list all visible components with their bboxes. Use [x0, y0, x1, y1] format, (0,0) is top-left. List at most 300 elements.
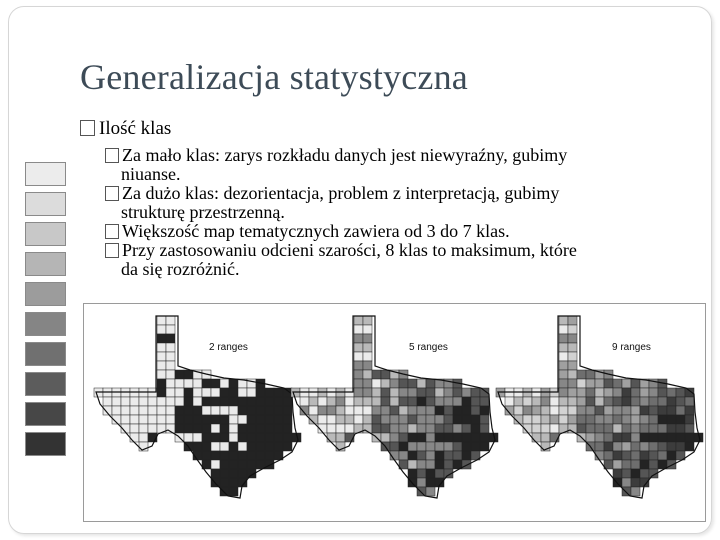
- county-cell: [211, 451, 220, 460]
- county-cell: [130, 433, 139, 442]
- county-cell: [462, 451, 471, 460]
- county-cell: [354, 343, 363, 352]
- county-cell: [247, 433, 256, 442]
- county-cell: [685, 442, 694, 451]
- county-cell: [247, 442, 256, 451]
- county-cell: [622, 433, 631, 442]
- sub-bullet-line: Większość map tematycznych zawiera od 3 do 7 klas.: [122, 221, 510, 241]
- county-cell: [363, 370, 372, 379]
- county-cell: [649, 415, 658, 424]
- county-cell: [220, 406, 229, 415]
- county-cell: [247, 424, 256, 433]
- county-cell: [559, 334, 568, 343]
- county-cell: [220, 442, 229, 451]
- county-cell: [550, 424, 559, 433]
- county-cell: [103, 397, 112, 406]
- county-cell: [640, 460, 649, 469]
- county-cell: [444, 406, 453, 415]
- county-cell: [426, 388, 435, 397]
- county-cell: [274, 415, 283, 424]
- county-cell: [408, 469, 417, 478]
- grayscale-swatch: [25, 342, 66, 366]
- bullet-box-icon: [105, 148, 119, 163]
- county-cell: [480, 406, 489, 415]
- bullet-box-icon: [105, 243, 119, 258]
- county-cell: [676, 424, 685, 433]
- grayscale-swatch: [25, 162, 66, 186]
- county-cell: [121, 406, 130, 415]
- county-cell: [175, 379, 184, 388]
- county-cell: [220, 424, 229, 433]
- county-cell: [462, 388, 471, 397]
- county-cell: [229, 469, 238, 478]
- county-cell: [354, 406, 363, 415]
- county-cell: [345, 424, 354, 433]
- county-cell: [256, 406, 265, 415]
- county-cell: [532, 406, 541, 415]
- county-cell: [193, 415, 202, 424]
- county-cell: [390, 397, 399, 406]
- county-cell: [444, 451, 453, 460]
- county-cell: [166, 370, 175, 379]
- county-cell: [426, 433, 435, 442]
- county-cell: [229, 478, 238, 487]
- county-cell: [238, 433, 247, 442]
- county-cell: [408, 451, 417, 460]
- county-cell: [649, 397, 658, 406]
- county-cell: [649, 460, 658, 469]
- county-cell: [184, 424, 193, 433]
- sub-bullet: [105, 222, 705, 241]
- county-cell: [265, 397, 274, 406]
- county-cell: [577, 397, 586, 406]
- county-cell: [148, 424, 157, 433]
- county-cell: [604, 388, 613, 397]
- county-cell: [541, 397, 550, 406]
- county-cell: [640, 406, 649, 415]
- grayscale-swatch: [25, 222, 66, 246]
- county-cell: [417, 433, 426, 442]
- county-cell: [426, 460, 435, 469]
- county-cell: [462, 406, 471, 415]
- county-cell: [568, 370, 577, 379]
- county-cell: [676, 442, 685, 451]
- county-cell: [408, 433, 417, 442]
- county-cell: [381, 406, 390, 415]
- county-cell: [559, 379, 568, 388]
- main-bullet-text: Ilość klas: [99, 118, 172, 139]
- county-cell: [631, 451, 640, 460]
- county-cell: [354, 379, 363, 388]
- county-cell: [175, 388, 184, 397]
- county-cell: [417, 415, 426, 424]
- county-cell: [130, 406, 139, 415]
- county-cell: [532, 424, 541, 433]
- county-cell: [390, 442, 399, 451]
- county-cell: [184, 388, 193, 397]
- county-cell: [193, 433, 202, 442]
- county-cell: [327, 433, 336, 442]
- county-cell: [685, 415, 694, 424]
- county-cell: [354, 388, 363, 397]
- county-cell: [676, 415, 685, 424]
- county-cell: [363, 415, 372, 424]
- county-cell: [426, 469, 435, 478]
- county-cell: [390, 415, 399, 424]
- county-cell: [568, 361, 577, 370]
- county-cell: [667, 424, 676, 433]
- county-cell: [184, 370, 193, 379]
- county-cell: [523, 406, 532, 415]
- county-cell: [471, 406, 480, 415]
- county-cell: [604, 406, 613, 415]
- county-cell: [202, 424, 211, 433]
- county-cell: [256, 415, 265, 424]
- county-cell: [390, 424, 399, 433]
- county-cell: [435, 433, 444, 442]
- county-cell: [363, 316, 372, 325]
- county-cell: [139, 424, 148, 433]
- county-cell: [631, 442, 640, 451]
- county-cell: [613, 451, 622, 460]
- grayscale-swatch: [25, 402, 66, 426]
- county-cell: [453, 424, 462, 433]
- county-cell: [444, 424, 453, 433]
- county-cell: [157, 343, 166, 352]
- county-cell: [471, 424, 480, 433]
- county-cell: [381, 388, 390, 397]
- county-cell: [559, 406, 568, 415]
- county-cell: [586, 379, 595, 388]
- county-cell: [390, 433, 399, 442]
- county-cell: [453, 388, 462, 397]
- county-cell: [148, 397, 157, 406]
- county-cell: [211, 433, 220, 442]
- county-cell: [265, 460, 274, 469]
- county-cell: [166, 406, 175, 415]
- county-cell: [453, 433, 462, 442]
- county-cell: [444, 397, 453, 406]
- county-cell: [568, 343, 577, 352]
- county-cell: [184, 397, 193, 406]
- county-cell: [622, 460, 631, 469]
- county-cell: [238, 469, 247, 478]
- county-cell: [327, 397, 336, 406]
- county-cell: [399, 406, 408, 415]
- county-cell: [595, 415, 604, 424]
- county-cell: [238, 397, 247, 406]
- county-cell: [631, 406, 640, 415]
- county-cell: [211, 397, 220, 406]
- county-cell: [121, 397, 130, 406]
- county-cell: [363, 406, 372, 415]
- county-cell: [658, 388, 667, 397]
- county-cell: [399, 379, 408, 388]
- county-cell: [667, 433, 676, 442]
- county-cell: [667, 388, 676, 397]
- county-cell: [426, 478, 435, 487]
- county-cell: [247, 406, 256, 415]
- grayscale-swatch: [25, 282, 66, 306]
- county-cell: [247, 388, 256, 397]
- county-cell: [157, 352, 166, 361]
- county-cell: [408, 388, 417, 397]
- county-cell: [471, 433, 480, 442]
- county-cell: [631, 424, 640, 433]
- county-cell: [121, 415, 130, 424]
- county-cell: [622, 397, 631, 406]
- county-cell: [658, 397, 667, 406]
- county-cell: [640, 415, 649, 424]
- county-cell: [157, 361, 166, 370]
- county-cell: [220, 478, 229, 487]
- county-cell: [211, 460, 220, 469]
- county-cell: [130, 397, 139, 406]
- county-cell: [444, 388, 453, 397]
- county-cell: [559, 325, 568, 334]
- county-cell: [345, 415, 354, 424]
- county-cell: [622, 478, 631, 487]
- county-cell: [685, 397, 694, 406]
- county-cell: [613, 406, 622, 415]
- bullet-box-icon: [105, 186, 119, 201]
- county-cell: [265, 433, 274, 442]
- county-cell: [211, 469, 220, 478]
- county-cell: [471, 388, 480, 397]
- county-cell: [211, 406, 220, 415]
- county-cell: [577, 379, 586, 388]
- county-cell: [399, 397, 408, 406]
- county-cell: [462, 442, 471, 451]
- county-cell: [175, 370, 184, 379]
- county-cell: [238, 460, 247, 469]
- county-cell: [685, 406, 694, 415]
- county-cell: [354, 415, 363, 424]
- county-cell: [640, 433, 649, 442]
- sub-bullet: [105, 241, 705, 279]
- county-cell: [193, 442, 202, 451]
- county-cell: [184, 433, 193, 442]
- county-cell: [631, 469, 640, 478]
- county-cell: [247, 415, 256, 424]
- county-cell: [649, 442, 658, 451]
- county-cell: [532, 415, 541, 424]
- county-cell: [211, 388, 220, 397]
- county-cell: [274, 424, 283, 433]
- county-cell: [577, 406, 586, 415]
- county-cell: [175, 397, 184, 406]
- county-cell: [202, 442, 211, 451]
- county-cell: [568, 334, 577, 343]
- county-cell: [613, 388, 622, 397]
- county-cell: [166, 352, 175, 361]
- county-cell: [417, 406, 426, 415]
- county-cell: [345, 406, 354, 415]
- county-cell: [586, 388, 595, 397]
- county-cell: [399, 388, 408, 397]
- county-cell: [667, 451, 676, 460]
- county-cell: [256, 424, 265, 433]
- texas-map-5-ranges: [291, 316, 498, 498]
- county-cell: [166, 334, 175, 343]
- county-cell: [559, 361, 568, 370]
- county-cell: [541, 424, 550, 433]
- sub-bullet-list: [105, 146, 705, 279]
- county-cell: [157, 415, 166, 424]
- county-cell: [354, 334, 363, 343]
- county-cell: [363, 388, 372, 397]
- county-cell: [613, 415, 622, 424]
- county-cell: [667, 442, 676, 451]
- county-cell: [381, 415, 390, 424]
- county-cell: [480, 397, 489, 406]
- county-cell: [256, 442, 265, 451]
- county-cell: [202, 379, 211, 388]
- county-cell: [559, 397, 568, 406]
- county-cell: [193, 397, 202, 406]
- county-cell: [220, 487, 229, 496]
- map-label-2-ranges: 2 ranges: [209, 342, 248, 353]
- county-cell: [577, 415, 586, 424]
- county-cell: [211, 442, 220, 451]
- county-cell: [532, 397, 541, 406]
- county-cell: [354, 397, 363, 406]
- county-cell: [649, 424, 658, 433]
- county-cell: [283, 415, 292, 424]
- county-cell: [247, 460, 256, 469]
- county-cell: [550, 406, 559, 415]
- county-cell: [112, 397, 121, 406]
- county-cell: [631, 460, 640, 469]
- grayscale-swatch: [25, 192, 66, 216]
- county-cell: [577, 388, 586, 397]
- county-cell: [193, 406, 202, 415]
- county-cell: [568, 379, 577, 388]
- county-cell: [676, 433, 685, 442]
- county-cell: [363, 325, 372, 334]
- county-cell: [354, 370, 363, 379]
- county-cell: [568, 316, 577, 325]
- county-cell: [372, 397, 381, 406]
- county-cell: [408, 415, 417, 424]
- county-cell: [256, 451, 265, 460]
- county-cell: [247, 397, 256, 406]
- county-cell: [184, 415, 193, 424]
- county-cell: [157, 370, 166, 379]
- county-cell: [139, 397, 148, 406]
- county-cell: [399, 415, 408, 424]
- county-cell: [631, 433, 640, 442]
- bullet-box-icon: [105, 224, 119, 239]
- county-cell: [426, 415, 435, 424]
- county-cell: [184, 406, 193, 415]
- county-cell: [595, 397, 604, 406]
- county-cell: [238, 424, 247, 433]
- county-cell: [354, 325, 363, 334]
- county-cell: [613, 460, 622, 469]
- county-cell: [166, 415, 175, 424]
- county-cell: [166, 316, 175, 325]
- county-cell: [595, 406, 604, 415]
- county-cell: [622, 415, 631, 424]
- county-cell: [604, 379, 613, 388]
- county-cell: [309, 406, 318, 415]
- county-cell: [283, 424, 292, 433]
- county-cell: [247, 451, 256, 460]
- county-cell: [166, 388, 175, 397]
- county-cell: [229, 397, 238, 406]
- county-cell: [256, 433, 265, 442]
- grayscale-swatch: [25, 312, 66, 336]
- county-cell: [139, 406, 148, 415]
- county-cell: [318, 406, 327, 415]
- county-cell: [408, 460, 417, 469]
- county-cell: [229, 451, 238, 460]
- county-cell: [417, 487, 426, 496]
- county-cell: [435, 397, 444, 406]
- county-cell: [202, 388, 211, 397]
- county-cell: [417, 460, 426, 469]
- county-cell: [372, 370, 381, 379]
- county-cell: [541, 433, 550, 442]
- county-cell: [604, 451, 613, 460]
- county-cell: [435, 424, 444, 433]
- county-cell: [229, 487, 238, 496]
- county-cell: [523, 415, 532, 424]
- county-cell: [372, 379, 381, 388]
- county-cell: [559, 316, 568, 325]
- county-cell: [175, 406, 184, 415]
- county-cell: [649, 433, 658, 442]
- county-cell: [256, 397, 265, 406]
- county-cell: [462, 460, 471, 469]
- county-cell: [640, 442, 649, 451]
- county-cell: [453, 415, 462, 424]
- county-cell: [471, 397, 480, 406]
- county-cell: [157, 397, 166, 406]
- county-cell: [586, 433, 595, 442]
- county-cell: [211, 424, 220, 433]
- county-cell: [604, 442, 613, 451]
- county-cell: [559, 388, 568, 397]
- county-cell: [631, 487, 640, 496]
- county-cell: [480, 442, 489, 451]
- county-cell: [327, 406, 336, 415]
- county-cell: [265, 415, 274, 424]
- county-cell: [238, 442, 247, 451]
- county-cell: [363, 361, 372, 370]
- county-cell: [435, 388, 444, 397]
- sub-bullet-line: Za mało klas: zarys rozkładu danych jest niewyraźny, gubimy: [122, 145, 568, 165]
- county-cell: [676, 406, 685, 415]
- county-cell: [417, 397, 426, 406]
- county-cell: [613, 397, 622, 406]
- county-cell: [453, 442, 462, 451]
- county-cell: [399, 433, 408, 442]
- county-cell: [667, 397, 676, 406]
- county-cell: [372, 388, 381, 397]
- county-cell: [336, 433, 345, 442]
- county-cell: [372, 415, 381, 424]
- county-cell: [220, 415, 229, 424]
- county-cell: [453, 451, 462, 460]
- county-cell: [408, 397, 417, 406]
- county-cell: [166, 325, 175, 334]
- county-cell: [435, 406, 444, 415]
- county-cell: [202, 406, 211, 415]
- county-cell: [667, 406, 676, 415]
- county-cell: [408, 442, 417, 451]
